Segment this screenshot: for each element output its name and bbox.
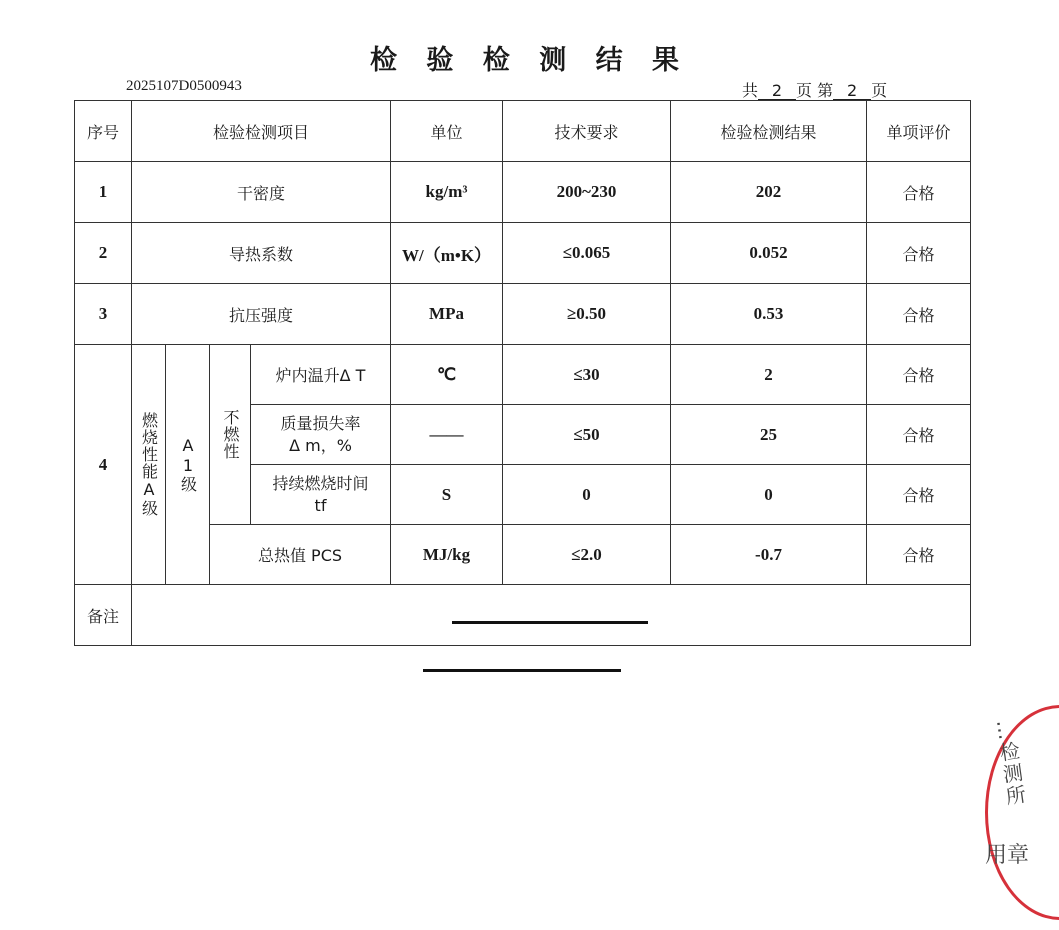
header-requirement: 技术要求 — [503, 101, 671, 162]
report-number: 2025107D0500943 — [126, 78, 242, 94]
header-result: 检验检测结果 — [671, 101, 867, 162]
remarks-strike-line — [452, 621, 648, 624]
seal-text-2: 用章 — [985, 843, 1030, 868]
header-item: 检验检测项目 — [132, 101, 391, 162]
current-page: 2 — [833, 83, 871, 100]
remarks-label: 备注 — [75, 585, 132, 646]
group-noncombustible: 不燃性 — [210, 345, 251, 525]
header-evaluation: 单项评价 — [867, 101, 971, 162]
total-pages: 2 — [758, 83, 796, 100]
seal-text: …检测所 — [991, 718, 1028, 809]
header-row — [75, 101, 971, 162]
table-row: 持续燃烧时间 tf S 0 0 合格 — [75, 465, 971, 525]
results-table — [74, 100, 971, 646]
table-row: 1 干密度 kg/m³ 200~230 202 合格 — [75, 162, 971, 223]
end-line — [423, 669, 621, 672]
group-a1: A1级 — [166, 345, 210, 585]
group-combustion: 燃烧性能A级 — [132, 345, 166, 585]
header-no: 序号 — [75, 101, 132, 162]
document-title: 检 验 检 测 结 果 — [370, 45, 689, 76]
table-row: 4 燃烧性能A级 A1级 不燃性 炉内温升Δ T ℃ ≤30 2 合格 — [75, 345, 971, 405]
page-info: 共 2 页 第 2 页 — [742, 81, 888, 100]
table-row: 质量损失率 Δ m，% —— ≤50 25 合格 — [75, 405, 971, 465]
remarks-content — [132, 585, 971, 646]
table-row: 3 抗压强度 MPa ≥0.50 0.53 合格 — [75, 284, 971, 345]
table-row: 总热值 PCS MJ/kg ≤2.0 -0.7 合格 — [75, 525, 971, 585]
remarks-row — [75, 585, 971, 646]
table-row: 2 导热系数 W/（m•K） ≤0.065 0.052 合格 — [75, 223, 971, 284]
header-unit: 单位 — [391, 101, 503, 162]
